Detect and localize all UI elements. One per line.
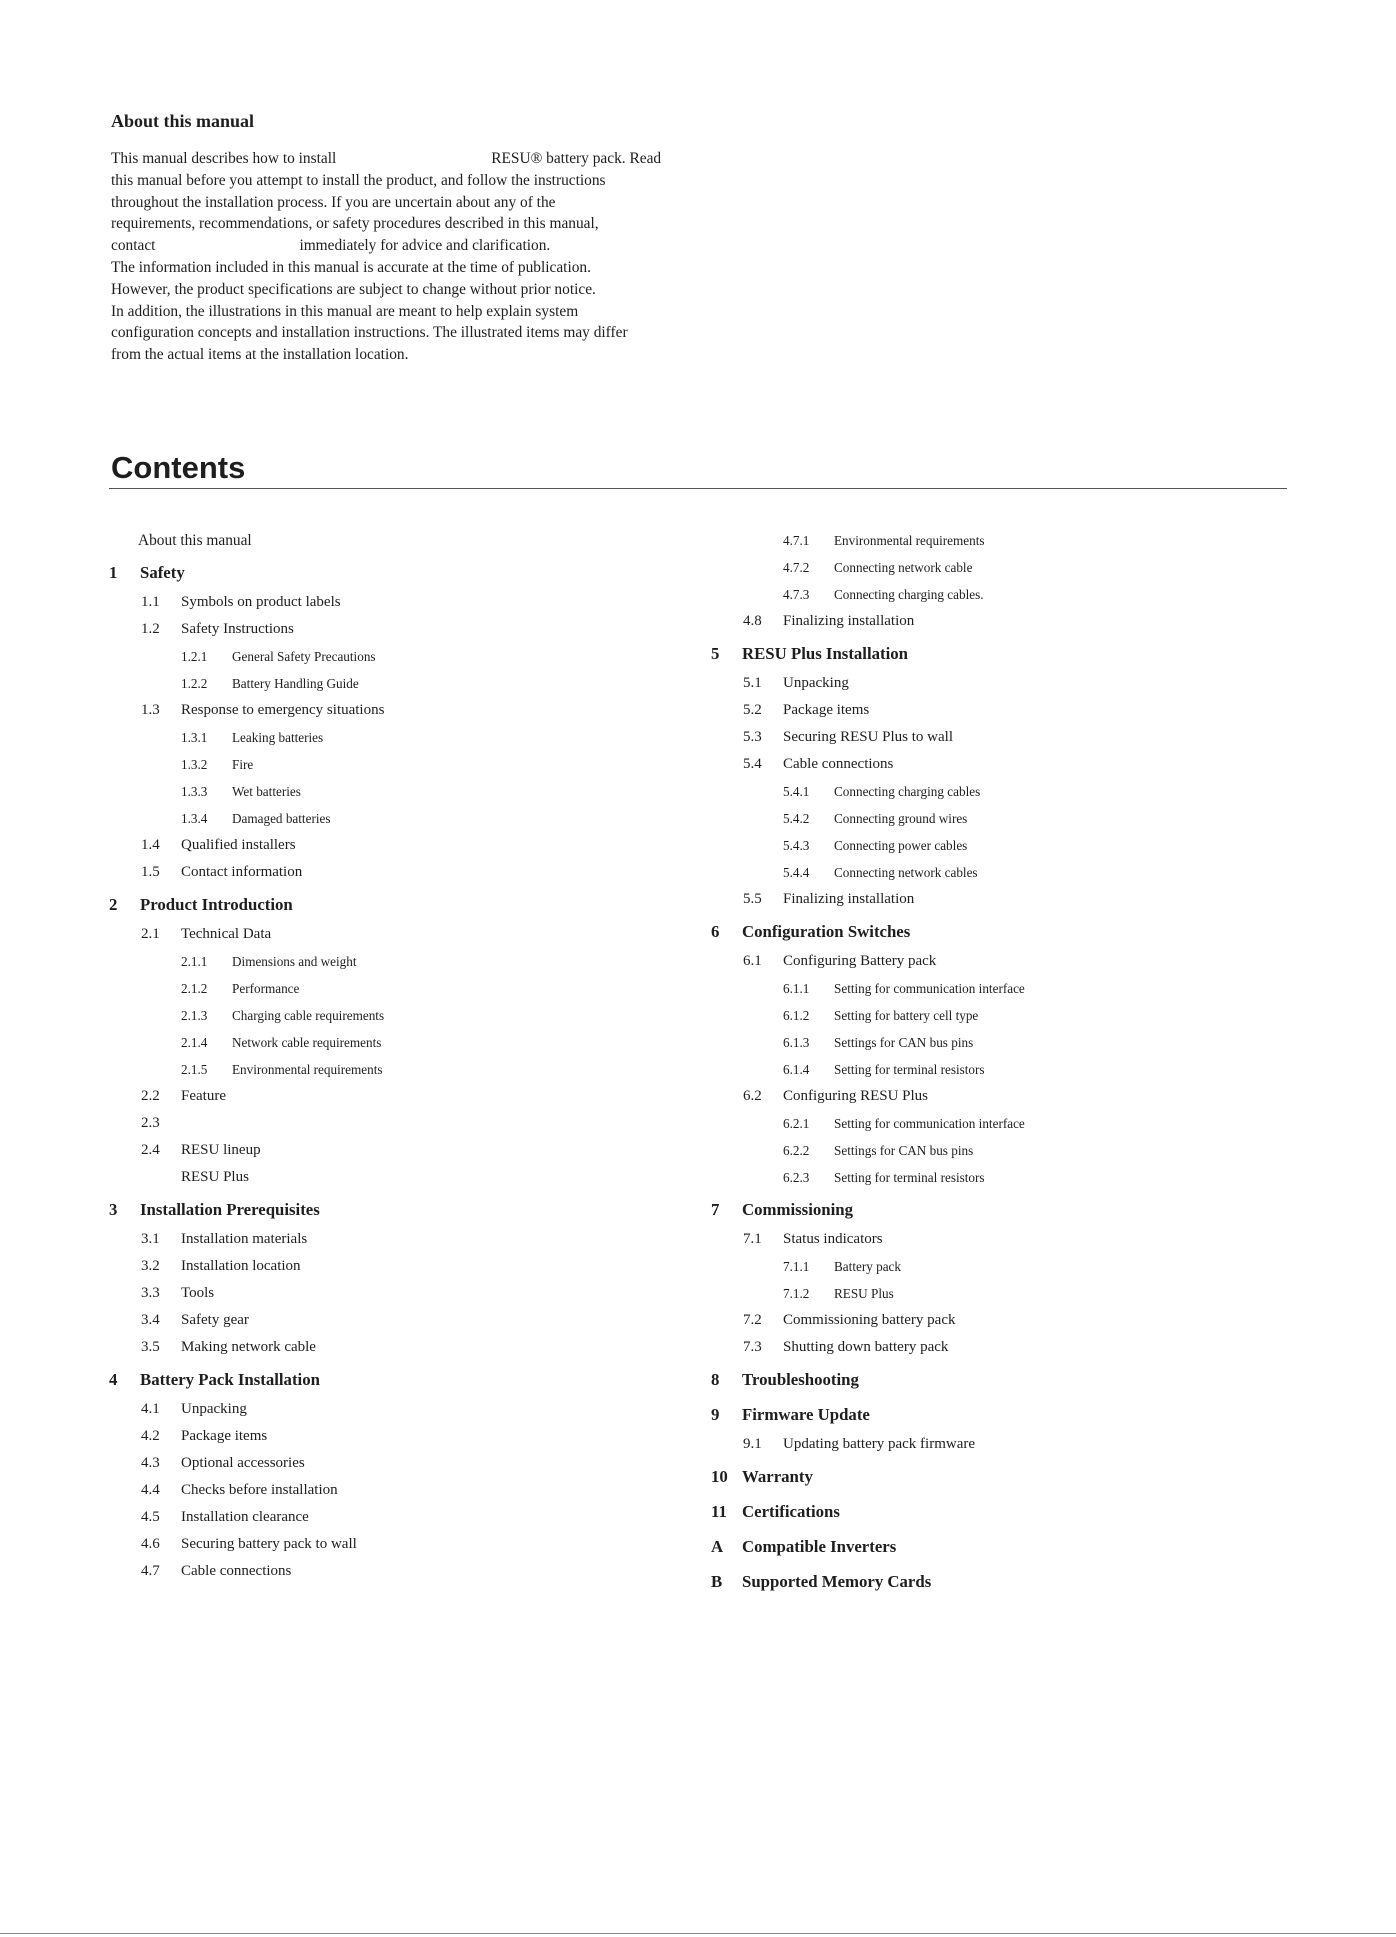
toc-number: 3.5 <box>141 1339 160 1355</box>
toc-chapter[interactable] <box>711 1398 1311 1431</box>
toc-title: Tools <box>181 1285 215 1301</box>
about-line-text: from the actual items at the installation location. <box>111 346 409 364</box>
toc-entry[interactable] <box>109 1164 669 1191</box>
toc-title: Connecting power cables <box>834 838 968 853</box>
toc-title: Safety <box>140 563 185 582</box>
toc-number: 9 <box>711 1405 720 1424</box>
toc-entry[interactable] <box>109 697 669 724</box>
toc-number: 5.4.2 <box>783 811 810 826</box>
toc-title: Network cable requirements <box>232 1035 382 1050</box>
toc-number: 3.3 <box>141 1285 160 1301</box>
toc-number: 2.1.3 <box>181 1008 208 1023</box>
toc-entry[interactable] <box>109 975 669 1002</box>
toc-number: 5 <box>711 644 720 663</box>
toc-number: 2.2 <box>141 1088 160 1104</box>
toc-entry[interactable] <box>711 1334 1311 1361</box>
toc-number: 2.1.2 <box>181 981 208 996</box>
toc-chapter[interactable] <box>711 915 1311 948</box>
toc-number: 6.2.3 <box>783 1170 810 1185</box>
about-line <box>111 213 711 235</box>
toc-number: 2.1.5 <box>181 1062 208 1077</box>
toc-number: 7.3 <box>743 1339 762 1355</box>
toc-title: Settings for CAN bus pins <box>834 1035 974 1050</box>
toc-number: 4.8 <box>743 613 762 629</box>
toc-entry[interactable] <box>711 608 1311 635</box>
toc-number: 6.1.2 <box>783 1008 810 1023</box>
toc-entry[interactable] <box>109 616 669 643</box>
toc-number: 4.7 <box>141 1563 160 1579</box>
about-line-text: contact <box>111 237 156 255</box>
toc-title: Product Introduction <box>140 895 293 914</box>
toc-title: Securing battery pack to wall <box>181 1536 357 1552</box>
about-line <box>111 192 711 214</box>
toc-number: 7.1 <box>743 1231 762 1247</box>
toc-title: Setting for communication interface <box>834 1116 1025 1131</box>
toc-title: Settings for CAN bus pins <box>834 1143 974 1158</box>
toc-title: Connecting network cable <box>834 560 973 575</box>
toc-entry[interactable] <box>711 975 1311 1002</box>
toc-number: 4.2 <box>141 1428 160 1444</box>
toc-entry[interactable] <box>109 670 669 697</box>
toc-number: 4.7.3 <box>783 587 810 602</box>
about-line-text: this manual before you attempt to install the product, and follow the instructions <box>111 171 606 189</box>
toc-title: Firmware Update <box>742 1405 870 1424</box>
toc-entry[interactable] <box>711 1137 1311 1164</box>
toc-number: 7 <box>711 1200 720 1219</box>
toc-entry[interactable] <box>109 1334 669 1361</box>
toc-entry[interactable] <box>109 724 669 751</box>
toc-title: Updating battery pack firmware <box>783 1436 976 1452</box>
toc-entry[interactable] <box>711 1431 1311 1458</box>
toc-entry[interactable] <box>711 554 1311 581</box>
toc-title: Setting for communication interface <box>834 981 1025 996</box>
toc-entry[interactable] <box>711 1056 1311 1083</box>
toc-number: 1.2.2 <box>181 676 208 691</box>
toc-number: 5.4.1 <box>783 784 810 799</box>
toc-title: Qualified installers <box>181 837 296 853</box>
toc-entry[interactable] <box>711 1083 1311 1110</box>
toc-title: Status indicators <box>783 1231 883 1247</box>
toc-title: Unpacking <box>783 675 849 691</box>
toc-number: 1.3.4 <box>181 811 208 826</box>
toc-title: Unpacking <box>181 1401 247 1417</box>
toc-entry[interactable] <box>109 1226 669 1253</box>
toc-chapter[interactable] <box>711 1193 1311 1226</box>
toc-number: 1.3.1 <box>181 730 208 745</box>
toc-number: 10 <box>711 1467 728 1486</box>
toc-entry[interactable] <box>109 1083 669 1110</box>
about-section <box>111 108 711 366</box>
toc-number: 5.4 <box>743 756 762 772</box>
toc-entry[interactable] <box>711 1253 1311 1280</box>
toc-title: Shutting down battery pack <box>783 1339 949 1355</box>
toc-entry[interactable] <box>711 527 1311 554</box>
toc-number: 3.1 <box>141 1231 160 1247</box>
about-line <box>111 170 711 192</box>
toc-title: Compatible Inverters <box>742 1537 897 1556</box>
about-line <box>111 148 711 170</box>
toc-title: Package items <box>783 702 870 718</box>
toc-number: 6.1.1 <box>783 981 810 996</box>
toc-title: Checks before installation <box>181 1482 338 1498</box>
about-line <box>111 235 711 257</box>
toc-title: RESU Plus <box>181 1169 249 1185</box>
toc-entry[interactable] <box>109 527 669 554</box>
toc-entry[interactable] <box>109 1396 669 1423</box>
toc-entry[interactable] <box>711 1002 1311 1029</box>
about-paragraph <box>111 148 711 366</box>
toc-title: Package items <box>181 1428 268 1444</box>
toc-number: A <box>711 1537 724 1556</box>
toc-number: 4.4 <box>141 1482 160 1498</box>
toc-entry[interactable] <box>109 1137 669 1164</box>
toc-title: About this manual <box>138 532 252 549</box>
toc-number: 1.4 <box>141 837 160 853</box>
toc-title: Connecting ground wires <box>834 811 968 826</box>
toc-entry[interactable] <box>109 589 669 616</box>
toc-chapter[interactable] <box>109 1363 669 1396</box>
toc-title: RESU lineup <box>181 1142 261 1158</box>
about-heading: About this manual <box>111 111 255 131</box>
toc-number: 3 <box>109 1200 118 1219</box>
toc-number: 5.2 <box>743 702 762 718</box>
toc-entry[interactable] <box>109 859 669 886</box>
toc-chapter[interactable] <box>711 1530 1311 1563</box>
about-line-text: configuration concepts and installation instructions. The illustrated items may differ <box>111 324 628 342</box>
toc-number: 3.4 <box>141 1312 160 1328</box>
toc-title: Connecting charging cables <box>834 784 981 799</box>
contents-title: Contents <box>111 450 246 485</box>
toc-title: Battery Handling Guide <box>232 676 359 691</box>
toc-title: RESU Plus Installation <box>742 644 908 663</box>
toc-entry[interactable] <box>109 1056 669 1083</box>
toc-number: 2.1.4 <box>181 1035 208 1050</box>
toc-number: 1.2 <box>141 621 160 637</box>
toc-entry[interactable] <box>711 670 1311 697</box>
toc-chapter[interactable] <box>109 1193 669 1226</box>
toc-title: Performance <box>232 981 300 996</box>
toc-number: 2.3 <box>141 1115 160 1131</box>
toc-title: RESU Plus <box>834 1286 894 1301</box>
toc-number: 1 <box>109 563 118 582</box>
toc-entry[interactable] <box>711 1110 1311 1137</box>
toc-number: 1.3 <box>141 702 160 718</box>
toc-entry[interactable] <box>711 778 1311 805</box>
toc-number: 6.2.2 <box>783 1143 810 1158</box>
about-line-text: The information included in this manual is accurate at the time of publication. <box>111 258 591 276</box>
about-line-text-continued: immediately for advice and clarification. <box>299 237 551 255</box>
toc-entry[interactable] <box>109 1423 669 1450</box>
toc-entry[interactable] <box>109 1450 669 1477</box>
about-line <box>111 257 711 279</box>
toc-title: Feature <box>181 1088 226 1104</box>
toc-title: Contact information <box>181 864 303 880</box>
toc-title: Dimensions and weight <box>232 954 357 969</box>
toc-title: Cable connections <box>181 1563 292 1579</box>
toc-number: 1.3.3 <box>181 784 208 799</box>
toc-right-column <box>711 527 1311 1598</box>
toc-entry[interactable] <box>109 643 669 670</box>
toc-number: 1.5 <box>141 864 160 880</box>
toc-number: 4 <box>109 1370 118 1389</box>
toc-number: 4.7.1 <box>783 533 810 548</box>
toc-title: Symbols on product labels <box>181 594 341 610</box>
toc-number: 6.2 <box>743 1088 762 1104</box>
toc-title: Connecting charging cables. <box>834 587 984 602</box>
toc-number: 7.2 <box>743 1312 762 1328</box>
toc-entry[interactable] <box>711 724 1311 751</box>
toc-chapter[interactable] <box>711 1363 1311 1396</box>
toc-title: Troubleshooting <box>742 1370 859 1389</box>
toc-title: Installation location <box>181 1258 301 1274</box>
toc-chapter[interactable] <box>711 1565 1311 1598</box>
toc-number: 8 <box>711 1370 720 1389</box>
toc-number: 2.1.1 <box>181 954 208 969</box>
toc-entry[interactable] <box>711 697 1311 724</box>
toc-entry[interactable] <box>109 1253 669 1280</box>
toc-entry[interactable] <box>711 1164 1311 1191</box>
toc-number: 6.1.4 <box>783 1062 810 1077</box>
about-line-text: However, the product specifications are subject to change without prior notice. <box>111 280 596 298</box>
toc-title: Making network cable <box>181 1339 316 1355</box>
toc-title: Setting for terminal resistors <box>834 1062 985 1077</box>
toc-title: Supported Memory Cards <box>742 1572 932 1591</box>
toc-number: 6.1 <box>743 953 762 969</box>
toc-entry[interactable] <box>109 1558 669 1585</box>
toc-entry[interactable] <box>109 1307 669 1334</box>
toc-title: Commissioning battery pack <box>783 1312 956 1328</box>
toc-entry[interactable] <box>109 1110 669 1137</box>
toc-entry[interactable] <box>711 805 1311 832</box>
toc-title: General Safety Precautions <box>232 649 376 664</box>
about-line-text: requirements, recommendations, or safety procedures described in this manual, <box>111 215 599 233</box>
toc-number: 4.3 <box>141 1455 160 1471</box>
toc-number: 6.2.1 <box>783 1116 810 1131</box>
toc-number: 5.4.3 <box>783 838 810 853</box>
toc-entry[interactable] <box>711 886 1311 913</box>
page-edge-divider <box>0 1933 1396 1934</box>
toc-entry[interactable] <box>109 1531 669 1558</box>
toc-title: Environmental requirements <box>232 1062 383 1077</box>
toc-entry[interactable] <box>109 832 669 859</box>
toc-title: Response to emergency situations <box>181 702 385 718</box>
toc-number: 5.1 <box>743 675 762 691</box>
toc-entry[interactable] <box>711 1029 1311 1056</box>
toc-number: 6 <box>711 922 720 941</box>
toc-title: Damaged batteries <box>232 811 331 826</box>
toc-chapter[interactable] <box>711 637 1311 670</box>
toc-left-column <box>109 527 669 1585</box>
toc-number: B <box>711 1572 723 1591</box>
toc-title: Cable connections <box>783 756 894 772</box>
toc-number: 6.1.3 <box>783 1035 810 1050</box>
about-line-text: throughout the installation process. If you are uncertain about any of the <box>111 193 556 211</box>
about-line-text: This manual describes how to install <box>111 150 337 167</box>
about-line <box>111 322 711 344</box>
toc-entry[interactable] <box>711 948 1311 975</box>
toc-number: 1.1 <box>141 594 160 610</box>
toc-title: Configuring Battery pack <box>783 953 937 969</box>
toc-entry[interactable] <box>109 948 669 975</box>
toc-title: Safety gear <box>181 1312 249 1328</box>
toc-number: 2.1 <box>141 926 160 942</box>
toc-chapter[interactable] <box>109 556 669 589</box>
toc-title: Safety Instructions <box>181 621 294 637</box>
toc-number: 1.3.2 <box>181 757 208 772</box>
toc-number: 2.4 <box>141 1142 160 1158</box>
toc-entry[interactable] <box>711 751 1311 778</box>
toc-title: Leaking batteries <box>232 730 324 745</box>
toc-number: 7.1.2 <box>783 1286 810 1301</box>
toc-number: 5.3 <box>743 729 762 745</box>
toc-entry[interactable] <box>711 581 1311 608</box>
toc-title: Battery pack <box>834 1259 902 1274</box>
toc-number: 4.7.2 <box>783 560 810 575</box>
toc-title: Optional accessories <box>181 1455 305 1471</box>
about-line-text: In addition, the illustrations in this manual are meant to help explain system <box>111 302 579 320</box>
toc-title: Certifications <box>742 1502 840 1521</box>
toc-title: Finalizing installation <box>783 891 915 907</box>
toc-title: Commissioning <box>742 1200 853 1219</box>
toc-entry[interactable] <box>109 1029 669 1056</box>
toc-entry[interactable] <box>711 1307 1311 1334</box>
toc-title: Installation Prerequisites <box>140 1200 320 1219</box>
toc-title: Finalizing installation <box>783 613 915 629</box>
toc-entry[interactable] <box>711 1226 1311 1253</box>
toc-entry[interactable] <box>711 832 1311 859</box>
toc-title: Installation materials <box>181 1231 308 1247</box>
toc-title: Installation clearance <box>181 1509 309 1525</box>
toc-number: 4.6 <box>141 1536 160 1552</box>
toc-number: 9.1 <box>743 1436 762 1452</box>
toc-entry[interactable] <box>109 778 669 805</box>
toc-number: 4.1 <box>141 1401 160 1417</box>
about-line <box>111 279 711 301</box>
toc-entry[interactable] <box>109 1477 669 1504</box>
contents-divider <box>109 488 1287 489</box>
toc-entry[interactable] <box>711 859 1311 886</box>
toc-number: 7.1.1 <box>783 1259 810 1274</box>
toc-entry[interactable] <box>109 805 669 832</box>
toc-entry[interactable] <box>109 1504 669 1531</box>
about-line <box>111 344 711 366</box>
toc-entry[interactable] <box>109 1002 669 1029</box>
toc-title: Configuration Switches <box>742 922 911 941</box>
toc-chapter[interactable] <box>711 1495 1311 1528</box>
toc-number: 11 <box>711 1502 727 1521</box>
toc-title: Configuring RESU Plus <box>783 1088 929 1104</box>
toc-title: Technical Data <box>181 926 272 942</box>
toc-title: Setting for battery cell type <box>834 1008 979 1023</box>
toc-number: 5.5 <box>743 891 762 907</box>
toc-number: 1.2.1 <box>181 649 208 664</box>
toc-entry[interactable] <box>109 751 669 778</box>
toc-entry[interactable] <box>109 1280 669 1307</box>
toc-title: Charging cable requirements <box>232 1008 385 1023</box>
toc-title: Securing RESU Plus to wall <box>783 729 954 745</box>
toc-chapter[interactable] <box>711 1460 1311 1493</box>
toc-title: Fire <box>232 757 254 772</box>
toc-title: Environmental requirements <box>834 533 985 548</box>
toc-entry[interactable] <box>711 1280 1311 1307</box>
toc-title: Warranty <box>742 1467 813 1486</box>
toc-title: Setting for terminal resistors <box>834 1170 985 1185</box>
toc-title: Connecting network cables <box>834 865 978 880</box>
toc-chapter[interactable] <box>109 888 669 921</box>
about-line-text-continued: RESU® battery pack. Read <box>491 150 662 167</box>
toc-number: 5.4.4 <box>783 865 810 880</box>
toc-entry[interactable] <box>109 921 669 948</box>
about-line <box>111 301 711 323</box>
toc-number: 4.5 <box>141 1509 160 1525</box>
toc-title: Wet batteries <box>232 784 301 799</box>
toc-number: 3.2 <box>141 1258 160 1274</box>
toc-title: Battery Pack Installation <box>140 1370 320 1389</box>
toc-number: 2 <box>109 895 118 914</box>
